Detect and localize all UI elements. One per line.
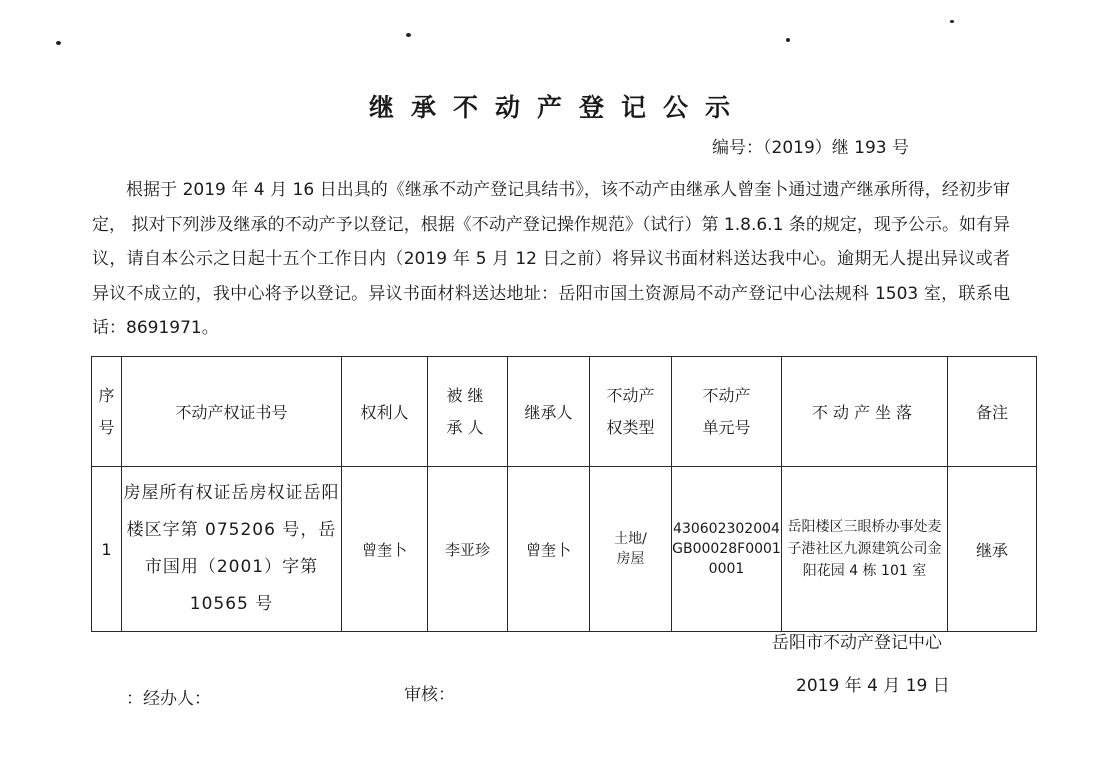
table-row — [92, 467, 1037, 632]
issuing-organization: 岳阳市不动产登记中心 — [772, 633, 942, 653]
cell-property-type: 土地/ 房屋 — [590, 467, 672, 632]
cell-location: 岳阳楼区三眼桥办事处麦子港社区九源建筑公司金阳花园 4 栋 101 室 — [782, 467, 948, 632]
scan-speck — [406, 33, 411, 37]
scan-speck — [786, 38, 790, 42]
header-unit-no: 不动产 单元号 — [672, 357, 782, 467]
cell-seq: 1 — [92, 467, 122, 632]
cell-decedent: 李亚珍 — [428, 467, 508, 632]
notice-body: 根据于 2019 年 4 月 16 日出具的《继承不动产登记具结书》，该不动产由继承人曾奎卜通过遗产继承所得，经初步审定， 拟对下列涉及继承的不动产予以登记，根据《不动产登记操作规范》（试行）第 1.8.6.1 条的规定，现予公示。如有异议，请自本公示之日起十五个工作日内（2019 年 5 月 12 日之前）将异议书面材料送达我中心。逾期无人提出异议或者异议不成立的，我中心将予以登记。异议书面材料送达地址：岳阳市国土资源局不动产登记中心法规科 1503 室，联系电话：8691971。 — [92, 180, 1010, 338]
header-heir: 继承人 — [508, 357, 590, 467]
cell-heir: 曾奎卜 — [508, 467, 590, 632]
header-location: 不动产坐落 — [782, 357, 948, 467]
cell-remarks: 继承 — [948, 467, 1037, 632]
header-right-holder: 权利人 — [342, 357, 428, 467]
cell-unit-no: 430602302004 GB00028F0001 0001 — [672, 467, 782, 632]
header-property-type: 不动产 权类型 — [590, 357, 672, 467]
issue-date: 2019 年 4 月 19 日 — [796, 676, 950, 696]
table-header-row — [92, 357, 1037, 467]
header-remarks: 备注 — [948, 357, 1037, 467]
notice-title: 继承不动产登记公示 — [368, 93, 747, 122]
registration-table — [91, 356, 1037, 632]
cell-cert-no: 房屋所有权证岳房权证岳阳楼区字第 075206 号，岳市国用（2001）字第 10565 号 — [122, 467, 342, 632]
header-cert-no: 不动产权证书号 — [122, 357, 342, 467]
scan-speck — [56, 41, 61, 45]
header-seq: 序 号 — [92, 357, 122, 467]
reviewer-label: 审核： — [404, 685, 455, 705]
header-decedent: 被继 承人 — [428, 357, 508, 467]
scan-speck — [950, 20, 954, 23]
document-number: 编号：（2019）继 193 号 — [712, 138, 910, 158]
cell-right-holder: 曾奎卜 — [342, 467, 428, 632]
handler-label: ：经办人： — [126, 689, 211, 709]
